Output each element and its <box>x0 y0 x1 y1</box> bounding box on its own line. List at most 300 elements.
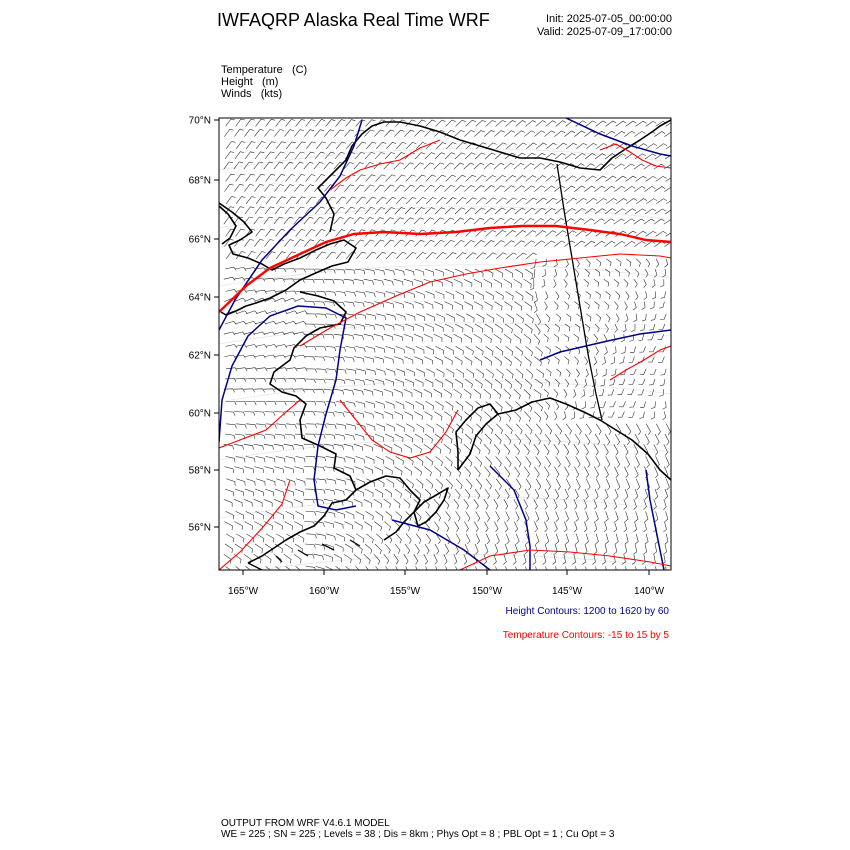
wind-barb <box>406 142 416 149</box>
wind-barb <box>524 566 527 576</box>
wind-barb <box>474 186 484 192</box>
wind-barb <box>625 489 628 499</box>
height-contours-note: Height Contours: 1200 to 1620 by 60 <box>505 606 669 617</box>
wind-barb <box>546 369 551 376</box>
wind-barb <box>404 302 413 309</box>
wind-barb <box>456 143 466 149</box>
wind-barb <box>284 554 291 563</box>
wind-barb <box>274 522 282 530</box>
wind-barb <box>594 499 597 509</box>
wind-barb <box>256 534 264 543</box>
wind-barb <box>316 534 326 540</box>
wind-barb <box>234 444 244 450</box>
wind-barb <box>274 162 283 169</box>
wind-barb <box>504 186 514 192</box>
wind-barb <box>456 534 460 544</box>
wind-barb <box>564 544 567 554</box>
wind-barb <box>615 209 626 214</box>
wind-barb <box>544 219 555 225</box>
wind-barb <box>446 346 454 354</box>
wind-barb <box>384 554 389 564</box>
wind-barb <box>256 479 265 486</box>
wind-barb <box>584 131 595 137</box>
wind-barb <box>615 489 618 499</box>
wind-barb <box>514 279 522 288</box>
wind-barb <box>644 291 647 299</box>
wind-barb <box>584 279 589 287</box>
wind-barb <box>515 324 522 333</box>
wind-barb <box>396 314 405 321</box>
wind-barb <box>615 269 620 276</box>
wind-barb <box>224 355 235 358</box>
wind-barb <box>386 252 396 259</box>
wind-barb <box>254 389 265 393</box>
wind-barb <box>514 444 520 455</box>
wind-barb <box>445 379 453 388</box>
wind-barb <box>586 479 590 490</box>
wind-barb <box>576 511 579 521</box>
wind-barb <box>265 207 274 214</box>
wind-barb <box>426 197 436 203</box>
wind-barb <box>636 176 647 181</box>
wind-barb <box>255 152 264 159</box>
wind-barb <box>264 130 273 137</box>
wind-barb <box>234 184 243 191</box>
wind-barb <box>574 219 585 225</box>
wind-barb <box>554 357 559 364</box>
wind-barb <box>605 269 610 276</box>
wind-barb <box>644 279 647 288</box>
wind-barb <box>244 467 253 473</box>
wind-barb <box>374 185 384 192</box>
wind-barb <box>384 185 394 192</box>
wind-barb <box>314 279 325 283</box>
wind-barb <box>546 479 551 490</box>
wind-barb <box>584 522 587 532</box>
wind-barb <box>425 544 429 554</box>
lat-label: 58°N <box>188 465 211 477</box>
wind-barb <box>564 131 575 137</box>
wind-barb <box>616 176 627 181</box>
wind-barb <box>456 369 464 378</box>
wind-barb <box>364 389 373 395</box>
wind-barb <box>455 324 463 332</box>
wind-barb <box>324 279 334 283</box>
wind-barb <box>374 218 384 225</box>
wind-barb <box>255 434 265 439</box>
wind-barb <box>434 302 442 310</box>
wind-barb <box>514 302 522 311</box>
wind-barb <box>225 152 234 159</box>
wind-barb <box>545 324 549 332</box>
wind-barb <box>486 230 496 236</box>
wind-barb <box>254 239 263 246</box>
wind-barb <box>416 369 424 377</box>
wind-barb <box>575 489 578 499</box>
wind-barb <box>434 389 442 398</box>
wind-barb <box>354 163 364 170</box>
wind-barb <box>526 346 533 356</box>
wind-barb <box>396 369 405 376</box>
wind-barb <box>406 401 414 409</box>
wind-barb <box>608 389 614 395</box>
wind-barb <box>384 467 392 475</box>
wind-barb <box>314 357 324 361</box>
wind-barb <box>466 175 476 181</box>
wind-barb <box>414 240 424 246</box>
wind-barb <box>256 311 267 314</box>
wind-barb <box>640 324 645 331</box>
wind-barb <box>638 334 644 340</box>
wind-barb <box>334 389 344 394</box>
wind-barb <box>424 218 434 224</box>
wind-barb <box>576 534 579 544</box>
wind-barb <box>634 186 645 191</box>
wind-barb <box>574 334 579 342</box>
wind-barb <box>630 346 636 352</box>
wind-barb <box>445 208 455 214</box>
wind-barb <box>375 434 384 441</box>
wind-barb <box>286 142 296 149</box>
wind-barb <box>585 269 590 277</box>
wind-barb <box>275 434 285 439</box>
wind-barb <box>404 130 414 137</box>
lon-label: 140°W <box>633 586 665 597</box>
wind-barb <box>605 534 608 544</box>
wind-barb <box>565 208 576 214</box>
wind-barb <box>384 130 394 137</box>
wind-barb <box>436 346 444 354</box>
wind-barb <box>386 424 394 432</box>
wind-barb <box>476 314 484 323</box>
wind-barb <box>405 379 413 387</box>
wind-barb <box>496 346 503 355</box>
wind-barb <box>474 241 484 247</box>
wind-barb <box>664 187 675 192</box>
wind-barb <box>496 369 503 378</box>
wind-barb <box>646 176 657 181</box>
wind-barb <box>456 314 464 322</box>
wind-barb <box>305 434 316 438</box>
wind-barb <box>634 131 645 136</box>
wind-barb <box>266 252 275 259</box>
wind-barb <box>284 499 292 507</box>
wind-barb <box>515 379 522 389</box>
wind-barb <box>344 444 353 450</box>
wind-barb <box>366 456 375 463</box>
wind-barb <box>336 456 346 462</box>
wind-barb <box>236 119 245 126</box>
wind-barb <box>565 489 569 499</box>
wind-barb <box>605 511 608 521</box>
wind-barb <box>624 186 635 191</box>
wind-barb <box>574 131 585 137</box>
wind-barb <box>494 522 498 532</box>
wind-barb <box>660 379 665 386</box>
wind-barb <box>556 456 561 467</box>
wind-barb <box>375 269 385 275</box>
wind-barb <box>475 153 485 159</box>
wind-barb <box>534 218 545 224</box>
wind-barb <box>544 389 549 397</box>
wind-barb <box>576 424 581 435</box>
wind-barb <box>406 197 416 204</box>
wind-barb <box>285 269 296 273</box>
wind-barb <box>535 434 541 445</box>
wind-barb <box>645 511 648 521</box>
wind-barb <box>225 434 235 439</box>
wind-barb <box>436 175 446 181</box>
wind-barb <box>324 522 333 528</box>
wind-barb <box>466 253 476 259</box>
wind-barb <box>554 219 565 225</box>
wind-barb <box>416 424 424 433</box>
wind-barb <box>326 142 336 149</box>
wind-barb <box>486 314 494 323</box>
wind-barb <box>456 511 461 521</box>
wind-barb <box>304 162 314 169</box>
wind-barb <box>284 444 294 450</box>
wind-barb <box>354 334 364 340</box>
wind-barb <box>536 424 542 435</box>
wind-barb <box>306 456 317 460</box>
wind-barb <box>446 479 452 489</box>
wind-barb <box>464 554 467 564</box>
wind-barb <box>454 279 462 287</box>
wind-barb <box>495 208 505 214</box>
wind-barb <box>614 186 625 191</box>
wind-barb <box>584 302 589 309</box>
wind-barb <box>544 412 548 420</box>
wind-barb <box>444 357 452 365</box>
wind-barb <box>586 198 597 204</box>
wind-barb <box>626 456 630 467</box>
wind-barb <box>652 279 655 287</box>
wind-barb <box>354 467 363 474</box>
wind-barb <box>434 357 442 365</box>
wind-barb <box>224 522 232 530</box>
wind-barb <box>556 424 562 435</box>
wind-barb <box>386 120 396 127</box>
lon-label: 155°W <box>389 586 421 597</box>
wind-barb <box>385 207 395 214</box>
wind-barb <box>394 412 402 420</box>
wind-barb <box>434 467 441 477</box>
wind-barb <box>325 379 335 384</box>
wind-barb <box>590 389 594 397</box>
wind-barb <box>376 314 385 320</box>
wind-barb <box>514 163 524 169</box>
wind-barb <box>565 434 570 445</box>
wind-barb <box>425 379 433 387</box>
wind-barb <box>655 434 659 445</box>
wind-barb <box>354 218 364 225</box>
wind-barb <box>375 207 385 214</box>
wind-barb <box>526 253 537 259</box>
wind-barb <box>346 346 356 351</box>
wind-barb <box>234 554 241 563</box>
wind-barb <box>624 241 635 246</box>
wind-barb <box>224 332 235 335</box>
wind-barb <box>506 253 516 259</box>
wind-barb <box>366 401 375 408</box>
wind-barb <box>426 534 431 544</box>
wind-barb <box>645 434 649 445</box>
wind-barb <box>514 186 524 192</box>
wind-barb <box>366 369 375 375</box>
wind-barb <box>494 334 501 343</box>
wind-barb <box>396 534 401 544</box>
wind-barb <box>496 143 506 149</box>
wind-barb <box>476 291 484 299</box>
wind-barb <box>386 346 395 353</box>
wind-barb <box>566 314 571 322</box>
wind-barb <box>306 175 316 182</box>
wind-barb <box>366 252 376 259</box>
wind-barb <box>335 434 345 440</box>
wind-barb <box>316 252 326 259</box>
wind-barb <box>644 241 655 246</box>
wind-barb <box>234 278 245 281</box>
wind-barb <box>649 324 655 330</box>
wind-barb <box>316 142 326 149</box>
wind-barb <box>494 357 501 366</box>
wind-barb <box>486 198 496 204</box>
wind-barb <box>486 511 490 521</box>
wind-barb <box>256 119 265 126</box>
wind-barb <box>464 279 472 287</box>
wind-barb <box>653 544 656 554</box>
valid-time: Valid: 2025-07-09_17:00:00 <box>537 26 672 38</box>
wind-barb <box>416 197 426 203</box>
wind-barb <box>445 269 453 276</box>
wind-barb <box>661 291 666 298</box>
wind-barb <box>639 412 644 419</box>
wind-barb <box>594 186 605 191</box>
wind-barb <box>424 389 432 397</box>
wind-barb <box>436 456 443 466</box>
wind-barb <box>454 130 464 136</box>
wind-barb <box>264 185 273 192</box>
wind-barb <box>225 321 236 324</box>
wind-barb <box>544 499 548 509</box>
wind-barb <box>426 401 434 410</box>
wind-barb <box>617 389 623 395</box>
wind-barb <box>294 554 301 563</box>
wind-barb <box>503 554 506 564</box>
wind-barb <box>386 566 390 576</box>
wind-barb <box>426 456 433 465</box>
wind-barb <box>425 324 433 332</box>
wind-barb <box>496 401 503 411</box>
wind-barb <box>645 269 648 277</box>
wind-barb <box>415 544 419 554</box>
wind-barb <box>464 357 472 366</box>
wind-barb <box>366 346 376 352</box>
wind-barb <box>385 544 390 554</box>
wind-barb <box>256 368 267 371</box>
wind-barb <box>336 479 345 485</box>
wind-barb <box>658 357 664 363</box>
wind-barb <box>495 269 503 277</box>
wind-barb <box>386 314 395 320</box>
wind-barb <box>613 346 617 354</box>
wind-barb <box>485 153 495 159</box>
wind-barb <box>625 209 636 214</box>
wind-barb <box>626 479 630 490</box>
wind-barb <box>666 479 669 490</box>
wind-barb <box>526 176 537 182</box>
wind-barb <box>496 479 501 490</box>
wind-barb <box>305 489 316 493</box>
wind-barb <box>594 334 598 342</box>
wind-barb <box>454 334 462 342</box>
wind-barb <box>424 163 434 169</box>
wind-barb <box>536 511 539 521</box>
wind-barb <box>375 324 384 330</box>
wind-barb <box>586 369 589 377</box>
wind-barb <box>624 302 627 310</box>
wind-barb <box>476 230 486 236</box>
wind-barb <box>608 412 615 418</box>
wind-barb <box>655 511 658 521</box>
wind-barb <box>606 198 617 203</box>
wind-barb <box>294 355 305 358</box>
wind-barb <box>612 554 615 564</box>
wind-barb <box>554 302 558 310</box>
footer-config-line: WE = 225 ; SN = 225 ; Levels = 38 ; Dis = 8km ; Phys Opt = 8 ; PBL Opt = 1 ; Cu Opt = 3 <box>221 829 615 840</box>
wind-barb <box>454 163 464 169</box>
wind-barb <box>526 314 533 323</box>
wind-barb <box>305 379 316 383</box>
wind-barb <box>224 129 233 136</box>
wind-barb <box>444 444 451 454</box>
wind-barb <box>629 401 635 407</box>
wind-barb <box>656 144 667 149</box>
wind-barb <box>574 302 579 310</box>
wind-barb <box>665 489 668 499</box>
wind-barb <box>346 291 356 296</box>
wind-barb <box>506 198 516 204</box>
wind-barb <box>644 499 647 509</box>
wind-barb <box>665 511 668 521</box>
wind-barb <box>256 174 265 181</box>
wind-barb <box>614 241 625 246</box>
wind-barb <box>633 314 637 322</box>
wind-barb <box>364 412 373 419</box>
lat-label: 62°N <box>188 350 211 362</box>
wind-barb <box>526 198 537 204</box>
wind-barb <box>406 346 415 353</box>
wind-barb <box>640 401 646 407</box>
wind-barb <box>445 544 449 554</box>
wind-barb <box>415 269 424 276</box>
wind-barb <box>414 218 424 224</box>
wind-barb <box>226 511 234 519</box>
wind-barb <box>616 121 627 126</box>
wind-barb <box>654 187 665 192</box>
wind-barb <box>544 186 555 192</box>
wind-barb <box>346 120 356 127</box>
wind-barb <box>475 489 480 499</box>
wind-barb <box>224 277 235 280</box>
wind-barb <box>324 302 334 307</box>
wind-barb <box>424 412 432 421</box>
wind-barb <box>416 566 419 576</box>
wind-barb <box>374 240 384 247</box>
wind-barb <box>435 208 445 214</box>
wind-barb <box>235 321 246 324</box>
